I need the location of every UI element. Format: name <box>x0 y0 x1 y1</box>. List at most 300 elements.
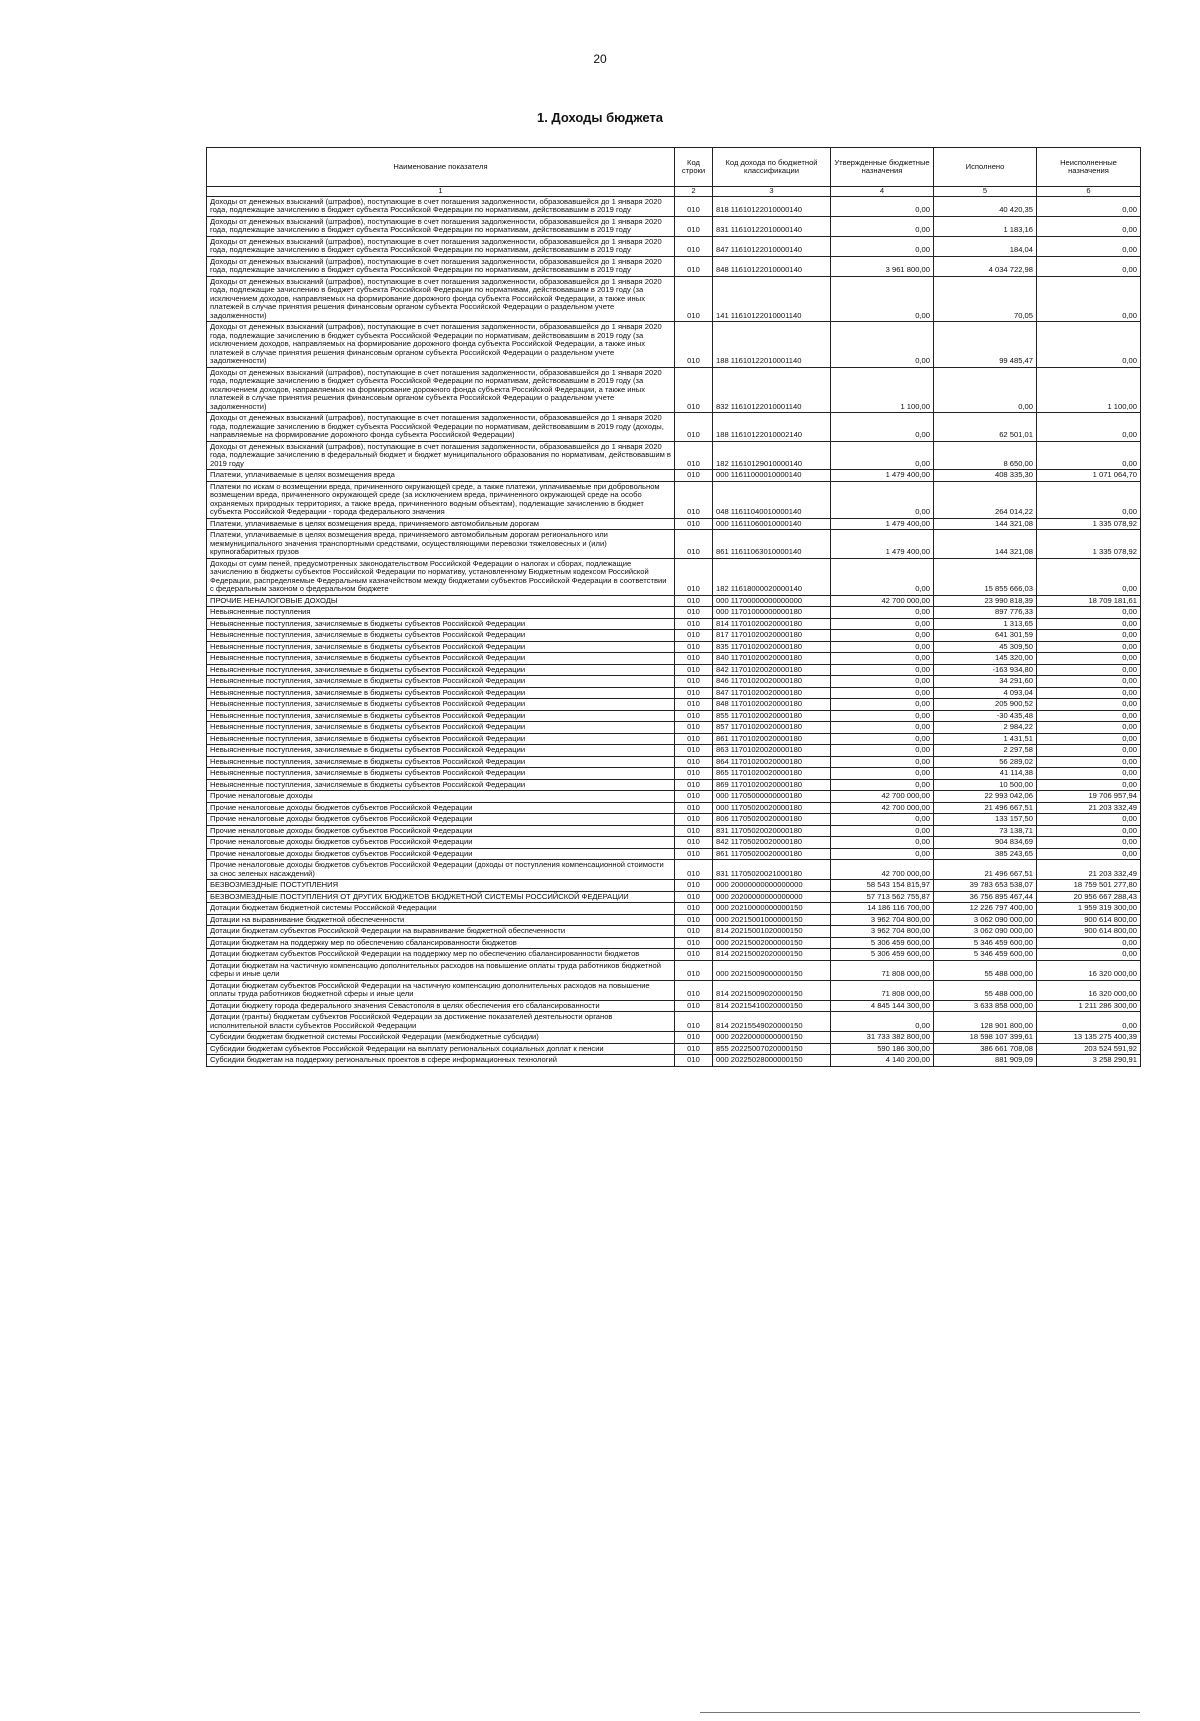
row-executed: 45 309,50 <box>934 641 1037 653</box>
row-name: Дотации на выравнивание бюджетной обеспеченности <box>207 914 675 926</box>
row-name: Невыясненные поступления, зачисляемые в бюджеты субъектов Российской Федерации <box>207 641 675 653</box>
row-name: Невыясненные поступления, зачисляемые в бюджеты субъектов Российской Федерации <box>207 722 675 734</box>
table-row <box>207 607 1141 619</box>
row-executed: 205 900,52 <box>934 699 1037 711</box>
table-row <box>207 653 1141 665</box>
row-executed: 70,05 <box>934 276 1037 322</box>
row-approved: 0,00 <box>831 441 934 470</box>
row-approved: 42 700 000,00 <box>831 802 934 814</box>
row-name: Невыясненные поступления, зачисляемые в бюджеты субъектов Российской Федерации <box>207 745 675 757</box>
row-approved: 0,00 <box>831 848 934 860</box>
row-unexecuted: 0,00 <box>1037 745 1141 757</box>
row-executed: 8 650,00 <box>934 441 1037 470</box>
row-line-code: 010 <box>675 779 713 791</box>
row-unexecuted: 0,00 <box>1037 687 1141 699</box>
row-approved: 0,00 <box>831 722 934 734</box>
row-unexecuted: 900 614 800,00 <box>1037 926 1141 938</box>
row-approved: 0,00 <box>831 607 934 619</box>
row-approved: 31 733 382 800,00 <box>831 1032 934 1044</box>
row-line-code: 010 <box>675 891 713 903</box>
row-unexecuted: 0,00 <box>1037 630 1141 642</box>
row-income-code: 818 11610122010000140 <box>713 196 831 216</box>
table-row <box>207 779 1141 791</box>
row-line-code: 010 <box>675 216 713 236</box>
row-line-code: 010 <box>675 441 713 470</box>
row-line-code: 010 <box>675 880 713 892</box>
row-line-code: 010 <box>675 470 713 482</box>
table-row <box>207 1012 1141 1032</box>
row-income-code: 831 11610122010000140 <box>713 216 831 236</box>
row-line-code: 010 <box>675 1000 713 1012</box>
table-row <box>207 860 1141 880</box>
row-income-code: 842 11705020020000180 <box>713 837 831 849</box>
row-income-code: 000 20215009000000150 <box>713 960 831 980</box>
row-executed: 21 496 667,51 <box>934 802 1037 814</box>
row-name: Прочие неналоговые доходы бюджетов субъектов Российской Федерации <box>207 814 675 826</box>
row-executed: 55 488 000,00 <box>934 980 1037 1000</box>
row-unexecuted: 0,00 <box>1037 733 1141 745</box>
row-name: Доходы от денежных взысканий (штрафов), поступающие в счет погашения задолженности, образовавшейся до 1 января 2020 года, подлежащие зачислению в бюджет субъекта Российской Федерации по нормативам, действовавшим в 2019 году (за исключением доходов, направляемых на формирование дорожного фонда субъекта Российской Федерации, а также иных платежей в случае принятия решения финансовым органом субъекта Российской Федерации о раздельном учете задолженности) <box>207 322 675 368</box>
table-row <box>207 722 1141 734</box>
row-approved: 0,00 <box>831 768 934 780</box>
row-line-code: 010 <box>675 607 713 619</box>
table-row <box>207 768 1141 780</box>
column-number: 2 <box>675 187 713 197</box>
table-row <box>207 1000 1141 1012</box>
row-name: Платежи по искам о возмещении вреда, причиненного окружающей среде, а также платежи, уплачиваемые при добровольном возмещении вреда, причиненного окружающей среде (за исключением вреда, причиненного окружающей среде на особо охраняемых природных территориях, а также вреда, причиненного водным объектам), подлежащие зачислению в бюджет субъекта Российской Федерации - города федерального значения <box>207 481 675 518</box>
row-income-code: 848 11701020020000180 <box>713 699 831 711</box>
row-income-code: 814 20215549020000150 <box>713 1012 831 1032</box>
row-approved: 3 962 704 800,00 <box>831 914 934 926</box>
row-executed: 386 661 708,08 <box>934 1043 1037 1055</box>
row-line-code: 010 <box>675 236 713 256</box>
table-row <box>207 914 1141 926</box>
row-executed: 23 990 818,39 <box>934 595 1037 607</box>
row-unexecuted: 20 956 667 288,43 <box>1037 891 1141 903</box>
row-executed: 5 346 459 600,00 <box>934 949 1037 961</box>
row-income-code: 000 20215002000000150 <box>713 937 831 949</box>
table-row <box>207 558 1141 595</box>
row-unexecuted: 0,00 <box>1037 814 1141 826</box>
table-row <box>207 676 1141 688</box>
row-executed: 1 183,16 <box>934 216 1037 236</box>
row-name: Субсидии бюджетам субъектов Российской Федерации на выплату региональных социальных доплат к пенсии <box>207 1043 675 1055</box>
row-name: Дотации (гранты) бюджетам субъектов Российской Федерации за достижение показателей деятельности органов исполнительной власти субъектов Российской Федерации <box>207 1012 675 1032</box>
row-income-code: 814 20215410020000150 <box>713 1000 831 1012</box>
row-approved: 71 808 000,00 <box>831 980 934 1000</box>
row-income-code: 188 11610122010002140 <box>713 413 831 442</box>
row-approved: 1 479 400,00 <box>831 470 934 482</box>
table-row <box>207 802 1141 814</box>
row-line-code: 010 <box>675 903 713 915</box>
row-income-code: 048 11611040010000140 <box>713 481 831 518</box>
row-executed: 3 062 090 000,00 <box>934 914 1037 926</box>
row-line-code: 010 <box>675 653 713 665</box>
table-row <box>207 699 1141 711</box>
table-row <box>207 518 1141 530</box>
row-executed: 99 485,47 <box>934 322 1037 368</box>
row-line-code: 010 <box>675 558 713 595</box>
table-row <box>207 880 1141 892</box>
row-income-code: 831 11705020020000180 <box>713 825 831 837</box>
row-income-code: 832 11610122010001140 <box>713 367 831 413</box>
row-approved: 0,00 <box>831 216 934 236</box>
row-line-code: 010 <box>675 710 713 722</box>
table-row <box>207 926 1141 938</box>
row-unexecuted: 16 320 000,00 <box>1037 980 1141 1000</box>
row-executed: 3 062 090 000,00 <box>934 926 1037 938</box>
row-executed: 264 014,22 <box>934 481 1037 518</box>
row-approved: 1 479 400,00 <box>831 530 934 559</box>
row-approved: 58 543 154 815,97 <box>831 880 934 892</box>
row-executed: -30 435,48 <box>934 710 1037 722</box>
row-name: Невыясненные поступления, зачисляемые в бюджеты субъектов Российской Федерации <box>207 710 675 722</box>
row-line-code: 010 <box>675 1012 713 1032</box>
row-unexecuted: 0,00 <box>1037 607 1141 619</box>
row-executed: 1 313,65 <box>934 618 1037 630</box>
row-approved: 0,00 <box>831 196 934 216</box>
row-line-code: 010 <box>675 196 713 216</box>
table-row <box>207 756 1141 768</box>
table-row <box>207 618 1141 630</box>
row-name: Невыясненные поступления, зачисляемые в бюджеты субъектов Российской Федерации <box>207 687 675 699</box>
row-line-code: 010 <box>675 518 713 530</box>
row-executed: 12 226 797 400,00 <box>934 903 1037 915</box>
page-edge-line <box>700 1712 1140 1713</box>
header-name: Наименование показателя <box>207 148 675 187</box>
row-line-code: 010 <box>675 413 713 442</box>
row-executed: 21 496 667,51 <box>934 860 1037 880</box>
row-unexecuted: 0,00 <box>1037 481 1141 518</box>
row-executed: 56 289,02 <box>934 756 1037 768</box>
row-income-code: 863 11701020020000180 <box>713 745 831 757</box>
row-name: Платежи, уплачиваемые в целях возмещения вреда, причиняемого автомобильным дорогам регионального или межмуниципального значения транспортными средствами, осуществляющими перевозки тяжеловесных и (или) крупногабаритных грузов <box>207 530 675 559</box>
table-row <box>207 630 1141 642</box>
table-row <box>207 256 1141 276</box>
row-name: Дотации бюджетам бюджетной системы Российской Федерации <box>207 903 675 915</box>
row-executed: 55 488 000,00 <box>934 960 1037 980</box>
row-name: Доходы от денежных взысканий (штрафов), поступающие в счет погашения задолженности, образовавшейся до 1 января 2020 года, подлежащие зачислению в бюджет субъекта Российской Федерации по нормативам, действовавшим в 2019 году <box>207 236 675 256</box>
row-name: Платежи, уплачиваемые в целях возмещения вреда <box>207 470 675 482</box>
row-line-code: 010 <box>675 699 713 711</box>
table-row <box>207 733 1141 745</box>
header-executed: Исполнено <box>934 148 1037 187</box>
table-row <box>207 960 1141 980</box>
table-row <box>207 322 1141 368</box>
row-unexecuted: 0,00 <box>1037 837 1141 849</box>
row-line-code: 010 <box>675 256 713 276</box>
row-executed: 41 114,38 <box>934 768 1037 780</box>
row-executed: 2 984,22 <box>934 722 1037 734</box>
table-row <box>207 1055 1141 1067</box>
row-approved: 4 845 144 300,00 <box>831 1000 934 1012</box>
row-unexecuted: 0,00 <box>1037 441 1141 470</box>
row-unexecuted: 0,00 <box>1037 322 1141 368</box>
row-unexecuted: 21 203 332,49 <box>1037 860 1141 880</box>
table-row <box>207 595 1141 607</box>
row-approved: 0,00 <box>831 699 934 711</box>
row-executed: 34 291,60 <box>934 676 1037 688</box>
row-approved: 3 962 704 800,00 <box>831 926 934 938</box>
row-income-code: 141 11610122010001140 <box>713 276 831 322</box>
table-row <box>207 687 1141 699</box>
row-income-code: 182 11618000020000140 <box>713 558 831 595</box>
row-unexecuted: 0,00 <box>1037 949 1141 961</box>
row-unexecuted: 13 135 275 400,39 <box>1037 1032 1141 1044</box>
table-row <box>207 276 1141 322</box>
row-line-code: 010 <box>675 676 713 688</box>
table-row <box>207 710 1141 722</box>
row-approved: 590 186 300,00 <box>831 1043 934 1055</box>
row-income-code: 000 20210000000000150 <box>713 903 831 915</box>
table-row <box>207 481 1141 518</box>
row-executed: 36 756 895 467,44 <box>934 891 1037 903</box>
row-income-code: 806 11705020020000180 <box>713 814 831 826</box>
row-executed: 4 093,04 <box>934 687 1037 699</box>
row-executed: 133 157,50 <box>934 814 1037 826</box>
row-unexecuted: 0,00 <box>1037 710 1141 722</box>
row-approved: 5 306 459 600,00 <box>831 949 934 961</box>
header-approved: Утвержденные бюджетные назначения <box>831 148 934 187</box>
header-unexecuted: Неисполненные назначения <box>1037 148 1141 187</box>
row-income-code: 855 11701020020000180 <box>713 710 831 722</box>
row-name: Невыясненные поступления, зачисляемые в бюджеты субъектов Российской Федерации <box>207 676 675 688</box>
row-income-code: 848 11610122010000140 <box>713 256 831 276</box>
row-unexecuted: 0,00 <box>1037 413 1141 442</box>
table-row <box>207 1043 1141 1055</box>
row-approved: 3 961 800,00 <box>831 256 934 276</box>
table-row <box>207 837 1141 849</box>
row-unexecuted: 0,00 <box>1037 699 1141 711</box>
row-line-code: 010 <box>675 664 713 676</box>
row-line-code: 010 <box>675 837 713 849</box>
row-approved: 42 700 000,00 <box>831 595 934 607</box>
row-unexecuted: 3 258 290,91 <box>1037 1055 1141 1067</box>
row-executed: 15 855 666,03 <box>934 558 1037 595</box>
row-line-code: 010 <box>675 926 713 938</box>
table-row <box>207 216 1141 236</box>
row-income-code: 864 11701020020000180 <box>713 756 831 768</box>
table-row <box>207 745 1141 757</box>
row-income-code: 000 11700000000000000 <box>713 595 831 607</box>
row-income-code: 835 11701020020000180 <box>713 641 831 653</box>
row-approved: 71 808 000,00 <box>831 960 934 980</box>
row-executed: 408 335,30 <box>934 470 1037 482</box>
row-unexecuted: 0,00 <box>1037 276 1141 322</box>
row-income-code: 000 11705020020000180 <box>713 802 831 814</box>
table-row <box>207 1032 1141 1044</box>
row-executed: 39 783 653 538,07 <box>934 880 1037 892</box>
table-row <box>207 441 1141 470</box>
row-unexecuted: 19 706 957,94 <box>1037 791 1141 803</box>
table-row <box>207 367 1141 413</box>
row-name: Невыясненные поступления, зачисляемые в бюджеты субъектов Российской Федерации <box>207 664 675 676</box>
row-unexecuted: 0,00 <box>1037 1012 1141 1032</box>
row-executed: 10 500,00 <box>934 779 1037 791</box>
row-line-code: 010 <box>675 937 713 949</box>
header-line-code: Код строки <box>675 148 713 187</box>
row-income-code: 188 11610122010001140 <box>713 322 831 368</box>
table-row <box>207 949 1141 961</box>
row-unexecuted: 21 203 332,49 <box>1037 802 1141 814</box>
row-income-code: 814 20215002020000150 <box>713 949 831 961</box>
table-row <box>207 641 1141 653</box>
row-income-code: 861 11705020020000180 <box>713 848 831 860</box>
row-line-code: 010 <box>675 768 713 780</box>
page-number: 20 <box>593 52 607 66</box>
row-unexecuted: 0,00 <box>1037 722 1141 734</box>
row-name: БЕЗВОЗМЕЗДНЫЕ ПОСТУПЛЕНИЯ ОТ ДРУГИХ БЮДЖЕТОВ БЮДЖЕТНОЙ СИСТЕМЫ РОССИЙСКОЙ ФЕДЕРАЦИИ <box>207 891 675 903</box>
row-income-code: 865 11701020020000180 <box>713 768 831 780</box>
row-approved: 0,00 <box>831 276 934 322</box>
row-approved: 0,00 <box>831 837 934 849</box>
row-income-code: 847 11610122010000140 <box>713 236 831 256</box>
row-executed: 73 138,71 <box>934 825 1037 837</box>
row-unexecuted: 0,00 <box>1037 756 1141 768</box>
row-income-code: 855 20225007020000150 <box>713 1043 831 1055</box>
table-body <box>207 196 1141 1066</box>
row-line-code: 010 <box>675 745 713 757</box>
table-row <box>207 664 1141 676</box>
row-line-code: 010 <box>675 814 713 826</box>
row-unexecuted: 0,00 <box>1037 236 1141 256</box>
row-approved: 0,00 <box>831 641 934 653</box>
row-executed: 22 993 042,06 <box>934 791 1037 803</box>
row-name: Невыясненные поступления, зачисляемые в бюджеты субъектов Российской Федерации <box>207 699 675 711</box>
row-executed: 184,04 <box>934 236 1037 256</box>
header-income-code: Код дохода по бюджетной классификации <box>713 148 831 187</box>
document-title: 1. Доходы бюджета <box>536 110 664 125</box>
row-unexecuted: 0,00 <box>1037 937 1141 949</box>
row-income-code: 814 20215001020000150 <box>713 926 831 938</box>
row-approved: 0,00 <box>831 481 934 518</box>
row-approved: 0,00 <box>831 1012 934 1032</box>
column-number: 6 <box>1037 187 1141 197</box>
row-income-code: 817 11701020020000180 <box>713 630 831 642</box>
row-name: Дотации бюджетам на частичную компенсацию дополнительных расходов на повышение оплаты труда работников бюджетной сферы и иные цели <box>207 960 675 980</box>
column-number: 5 <box>934 187 1037 197</box>
row-income-code: 840 11701020020000180 <box>713 653 831 665</box>
row-executed: 4 034 722,98 <box>934 256 1037 276</box>
row-income-code: 000 20200000000000000 <box>713 891 831 903</box>
row-approved: 0,00 <box>831 676 934 688</box>
row-line-code: 010 <box>675 791 713 803</box>
row-executed: 144 321,08 <box>934 518 1037 530</box>
table-row <box>207 891 1141 903</box>
row-unexecuted: 203 524 591,92 <box>1037 1043 1141 1055</box>
row-income-code: 000 11611060010000140 <box>713 518 831 530</box>
row-line-code: 010 <box>675 481 713 518</box>
row-approved: 0,00 <box>831 710 934 722</box>
row-approved: 4 140 200,00 <box>831 1055 934 1067</box>
row-approved: 0,00 <box>831 618 934 630</box>
row-income-code: 000 11611000010000140 <box>713 470 831 482</box>
table-row <box>207 903 1141 915</box>
row-approved: 1 479 400,00 <box>831 518 934 530</box>
row-name: Дотации бюджетам субъектов Российской Федерации на выравнивание бюджетной обеспеченности <box>207 926 675 938</box>
row-name: Прочие неналоговые доходы бюджетов субъектов Российской Федерации <box>207 848 675 860</box>
row-approved: 0,00 <box>831 413 934 442</box>
row-unexecuted: 0,00 <box>1037 825 1141 837</box>
row-name: Прочие неналоговые доходы бюджетов субъектов Российской Федерации <box>207 825 675 837</box>
row-unexecuted: 0,00 <box>1037 216 1141 236</box>
row-name: Прочие неналоговые доходы бюджетов субъектов Российской Федерации <box>207 802 675 814</box>
row-line-code: 010 <box>675 618 713 630</box>
row-unexecuted: 900 614 800,00 <box>1037 914 1141 926</box>
row-executed: 5 346 459 600,00 <box>934 937 1037 949</box>
table-row <box>207 848 1141 860</box>
row-approved: 5 306 459 600,00 <box>831 937 934 949</box>
row-income-code: 847 11701020020000180 <box>713 687 831 699</box>
row-name: БЕЗВОЗМЕЗДНЫЕ ПОСТУПЛЕНИЯ <box>207 880 675 892</box>
row-line-code: 010 <box>675 367 713 413</box>
row-income-code: 000 20215001000000150 <box>713 914 831 926</box>
row-line-code: 010 <box>675 530 713 559</box>
row-executed: 1 431,51 <box>934 733 1037 745</box>
table-row <box>207 470 1141 482</box>
table-header-row <box>207 148 1141 187</box>
row-executed: 145 320,00 <box>934 653 1037 665</box>
row-line-code: 010 <box>675 322 713 368</box>
row-approved: 42 700 000,00 <box>831 860 934 880</box>
row-income-code: 861 11611063010000140 <box>713 530 831 559</box>
row-approved: 0,00 <box>831 814 934 826</box>
row-approved: 0,00 <box>831 664 934 676</box>
row-unexecuted: 1 100,00 <box>1037 367 1141 413</box>
row-name: Невыясненные поступления, зачисляемые в бюджеты субъектов Российской Федерации <box>207 779 675 791</box>
row-name: Платежи, уплачиваемые в целях возмещения вреда, причиняемого автомобильным дорогам <box>207 518 675 530</box>
row-income-code: 846 11701020020000180 <box>713 676 831 688</box>
row-income-code: 857 11701020020000180 <box>713 722 831 734</box>
row-approved: 0,00 <box>831 745 934 757</box>
table-row <box>207 814 1141 826</box>
row-executed: 881 909,09 <box>934 1055 1037 1067</box>
table-row <box>207 413 1141 442</box>
row-approved: 0,00 <box>831 825 934 837</box>
row-line-code: 010 <box>675 825 713 837</box>
row-unexecuted: 0,00 <box>1037 653 1141 665</box>
table-row <box>207 791 1141 803</box>
row-unexecuted: 0,00 <box>1037 618 1141 630</box>
row-unexecuted: 1 335 078,92 <box>1037 530 1141 559</box>
row-approved: 0,00 <box>831 236 934 256</box>
row-approved: 57 713 562 755,87 <box>831 891 934 903</box>
table-row <box>207 530 1141 559</box>
column-number: 4 <box>831 187 934 197</box>
row-name: Дотации бюджетам субъектов Российской Федерации на частичную компенсацию дополнительных расходов на повышение оплаты труда работников бюджетной сферы и иные цели <box>207 980 675 1000</box>
row-executed: 62 501,01 <box>934 413 1037 442</box>
row-name: Доходы от денежных взысканий (штрафов), поступающие в счет погашения задолженности, образовавшейся до 1 января 2020 года, подлежащие зачислению в бюджет субъекта Российской Федерации по нормативам, действовавшим в 2019 году <box>207 196 675 216</box>
row-line-code: 010 <box>675 980 713 1000</box>
row-executed: 385 243,65 <box>934 848 1037 860</box>
row-name: ПРОЧИЕ НЕНАЛОГОВЫЕ ДОХОДЫ <box>207 595 675 607</box>
row-name: Доходы от сумм пеней, предусмотренных законодательством Российской Федерации о налогах и сборах, подлежащие зачислению в бюджеты субъектов Российской Федерации по нормативу, установленному Бюджетным кодексом Российской Федерации, распределяемые Федеральным казначейством между бюджетами субъектов Российской Федерации в соответствии с федеральным законом о федеральном бюджете <box>207 558 675 595</box>
row-name: Дотации бюджетам на поддержку мер по обеспечению сбалансированности бюджетов <box>207 937 675 949</box>
row-unexecuted: 1 071 064,70 <box>1037 470 1141 482</box>
row-unexecuted: 1 211 286 300,00 <box>1037 1000 1141 1012</box>
row-executed: 904 834,69 <box>934 837 1037 849</box>
row-line-code: 010 <box>675 595 713 607</box>
row-name: Невыясненные поступления <box>207 607 675 619</box>
row-line-code: 010 <box>675 960 713 980</box>
row-name: Невыясненные поступления, зачисляемые в бюджеты субъектов Российской Федерации <box>207 653 675 665</box>
row-approved: 42 700 000,00 <box>831 791 934 803</box>
row-approved: 0,00 <box>831 322 934 368</box>
row-income-code: 000 11705000000000180 <box>713 791 831 803</box>
row-name: Доходы от денежных взысканий (штрафов), поступающие в счет погашения задолженности, образовавшейся до 1 января 2020 года, подлежащие зачислению в бюджет субъекта Российской Федерации по нормативам, действовавшим в 2019 году <box>207 256 675 276</box>
row-unexecuted: 1 335 078,92 <box>1037 518 1141 530</box>
row-approved: 14 186 116 700,00 <box>831 903 934 915</box>
